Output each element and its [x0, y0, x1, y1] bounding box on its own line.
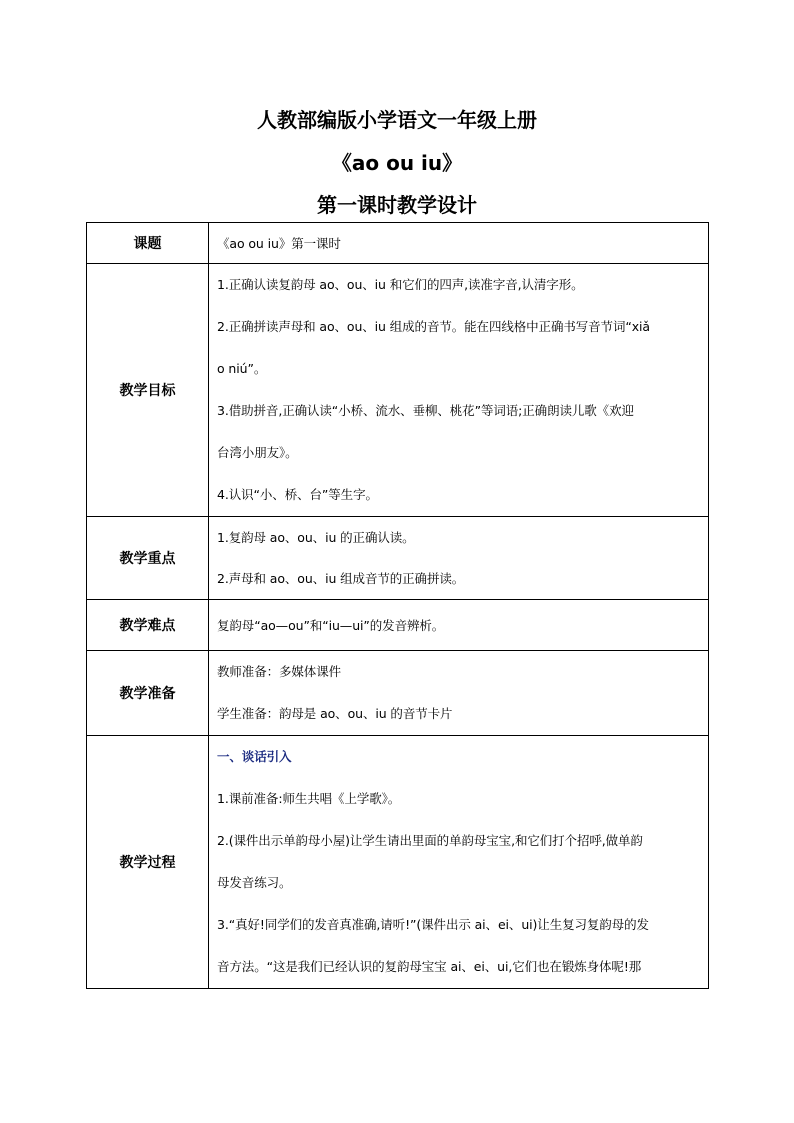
difficulty-value: 复韵母“ao—ou”和“iu—ui”的发音辨析。 — [209, 600, 709, 651]
goal-line: 1.正确认读复韵母 ao、ou、iu 和它们的四声,读准字音,认清字形。 — [217, 277, 584, 292]
topic-value: 《ao ou iu》第一课时 — [209, 223, 709, 264]
design-title: 第一课时教学设计 — [317, 193, 477, 217]
process-line: 2.(课件出示单韵母小屋)让学生请出里面的单韵母宝宝,和它们打个招呼,做单韵 — [217, 833, 643, 848]
table-row — [87, 651, 709, 736]
key-points-content — [209, 517, 709, 600]
table-row — [87, 600, 709, 651]
table-row — [87, 736, 709, 989]
preparation-line: 学生准备：韵母是 ao、ou、iu 的音节卡片 — [217, 706, 453, 721]
goal-line: 4.认识“小、桥、台”等生字。 — [217, 487, 378, 502]
process-content — [209, 736, 709, 989]
table-row — [87, 264, 709, 517]
row-label-preparation: 教学准备 — [87, 651, 209, 736]
key-point-line: 1.复韵母 ao、ou、iu 的正确认读。 — [217, 530, 415, 545]
process-line: 母发音练习。 — [217, 875, 292, 890]
row-label-goals: 教学目标 — [87, 264, 209, 517]
process-section-heading: 一、谈话引入 — [217, 749, 292, 764]
row-label-difficulty: 教学难点 — [87, 600, 209, 651]
preparation-content — [209, 651, 709, 736]
table-row — [87, 223, 709, 264]
goals-content — [209, 264, 709, 517]
table-row — [87, 517, 709, 600]
process-line: 音方法。“这是我们已经认识的复韵母宝宝 ai、ei、ui,它们也在锻炼身体呢!那 — [217, 959, 642, 974]
preparation-line: 教师准备：多媒体课件 — [217, 664, 342, 679]
document-title: 人教部编版小学语文一年级上册 — [257, 108, 537, 132]
lesson-plan-table — [86, 222, 709, 989]
lesson-title: 《ao ou iu》 — [331, 151, 463, 175]
goal-line: 台湾小朋友》。 — [217, 445, 298, 460]
row-label-topic: 课题 — [87, 223, 209, 264]
key-point-line: 2.声母和 ao、ou、iu 组成音节的正确拼读。 — [217, 571, 465, 586]
goal-line: o niú”。 — [217, 361, 267, 376]
goal-line: 2.正确拼读声母和 ao、ou、iu 组成的音节。能在四线格中正确书写音节词“xiǎ — [217, 319, 650, 334]
goal-line: 3.借助拼音,正确认读“小桥、流水、垂柳、桃花”等词语;正确朗读儿歌《欢迎 — [217, 403, 634, 418]
process-line: 1.课前准备:师生共唱《上学歌》。 — [217, 791, 401, 806]
row-label-process: 教学过程 — [87, 736, 209, 989]
process-line: 3.“真好!同学们的发音真准确,请听!”(课件出示 ai、ei、ui)让生复习复韵母的发 — [217, 917, 649, 932]
row-label-key-points: 教学重点 — [87, 517, 209, 600]
